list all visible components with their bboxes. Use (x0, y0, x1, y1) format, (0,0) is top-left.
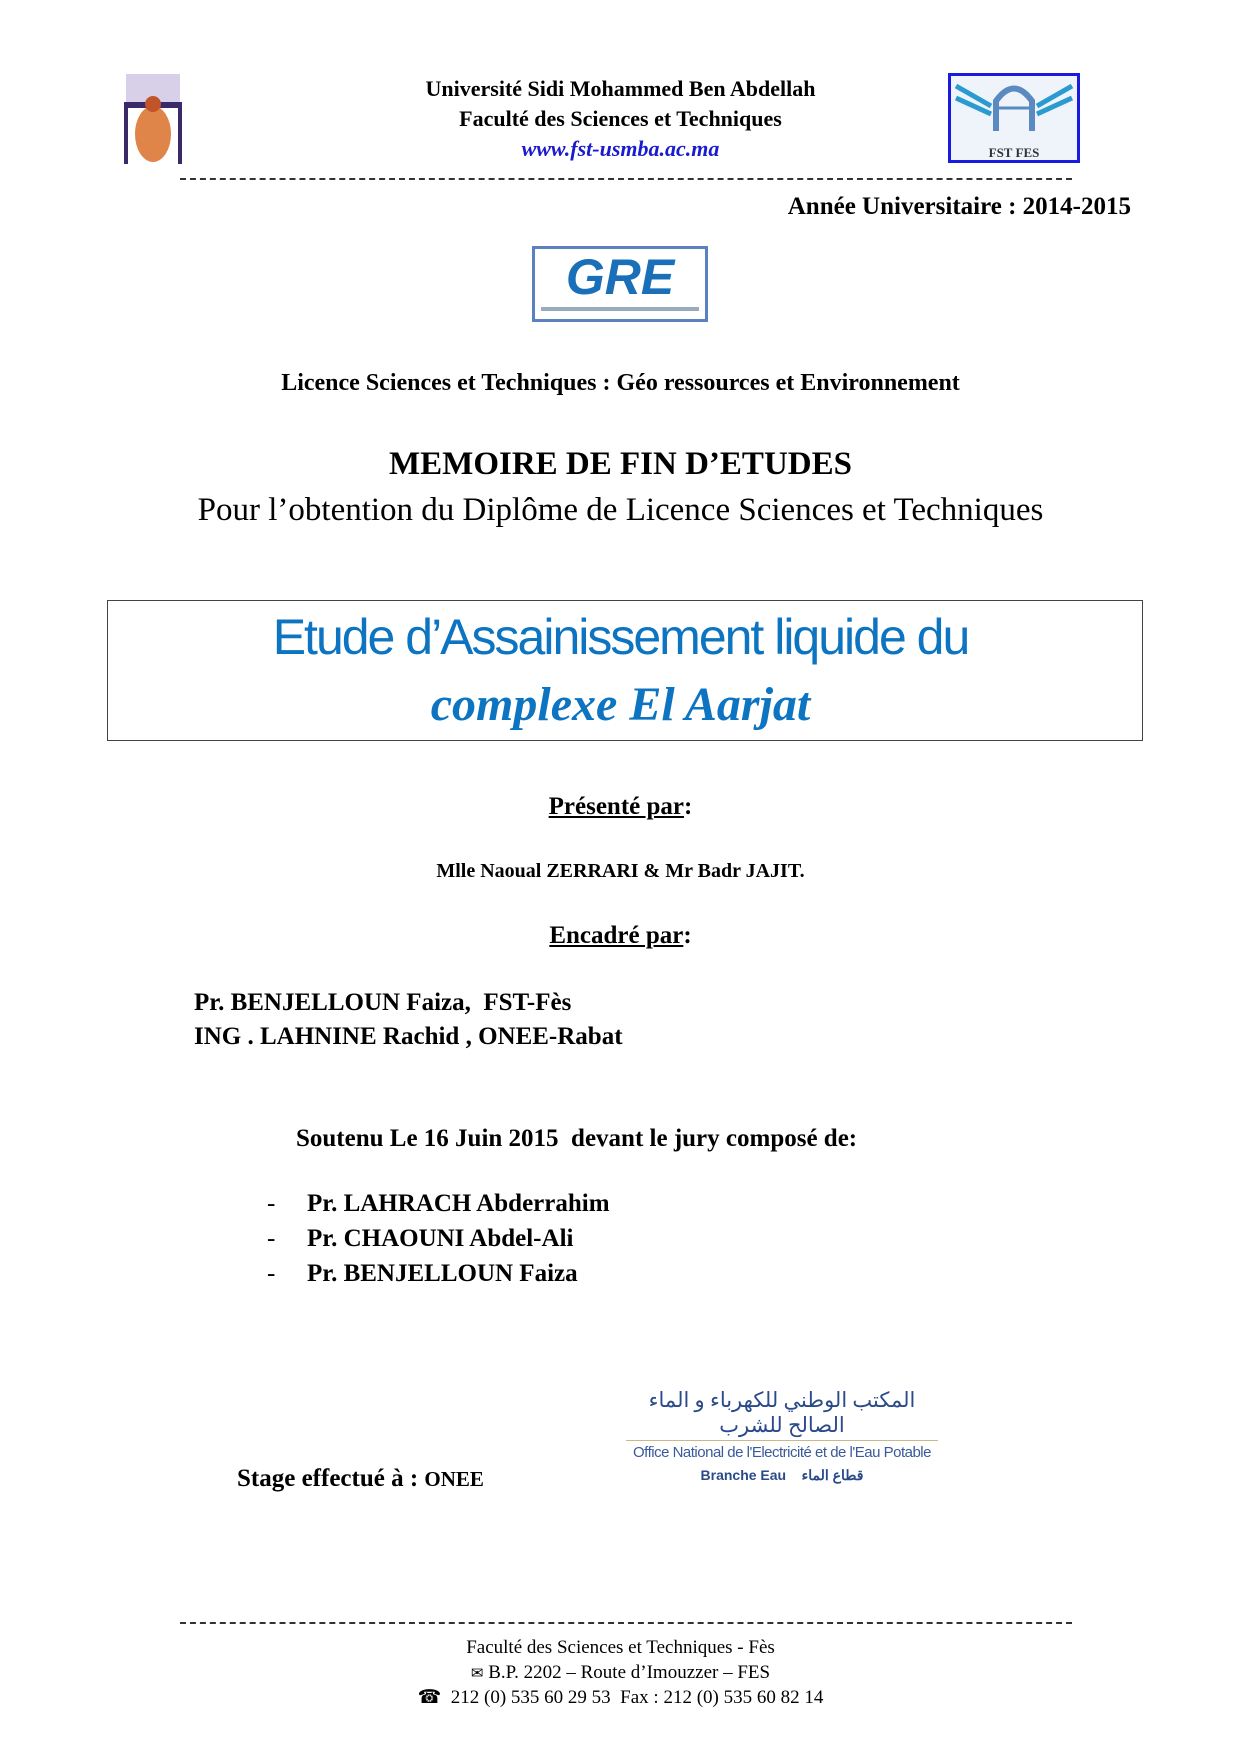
fst-fes-logo (948, 73, 1080, 163)
defense-statement: Soutenu Le 16 Juin 2015 devant le jury composé de: (296, 1125, 858, 1152)
memoire-subtitle: Pour l’obtention du Diplôme de Licence Sciences et Techniques (197, 492, 1044, 528)
gre-logo-text: GRE (565, 249, 675, 305)
jury-member: - Pr. CHAOUNI Abdel-Ali (267, 1225, 574, 1252)
supervisor-1: Pr. BENJELLOUN Faiza, FST-Fès (194, 989, 572, 1016)
academic-year: Année Universitaire : 2014-2015 (787, 193, 1131, 220)
thesis-title-line1: Etude d’Assainissement liquide du (272, 609, 969, 665)
supervised-by-heading (0, 922, 1241, 950)
jury-list (267, 1186, 610, 1291)
faculty-name: Faculté des Sciences et Techniques (459, 106, 782, 131)
onee-logo-french: Office National de l'Electricité et de l'Eau Potable (633, 1444, 931, 1461)
university-name: Université Sidi Mohammed Ben Abdellah (425, 76, 816, 101)
fst-fes-logo-text: FST FES (988, 145, 1040, 160)
student-names: Mlle Naoual ZERRARI & Mr Badr JAJIT. (436, 860, 805, 882)
onee-logo-arabic: المكتب الوطني للكهرباء و الماء الصالح للشرب (626, 1388, 938, 1441)
jury-member: - Pr. BENJELLOUN Faiza (267, 1260, 578, 1287)
thesis-title-line2: complexe El Aarjat (430, 678, 811, 731)
footer-phone: ☎ 212 (0) 535 60 29 53 Fax : 212 (0) 535 60 82 14 (417, 1687, 824, 1708)
supervised-by-label: Encadré par (549, 922, 684, 949)
footer-faculty: Faculté des Sciences et Techniques - Fès (466, 1637, 775, 1658)
footer-address: ✉ B.P. 2202 – Route d’Imouzzer – FES (470, 1662, 771, 1683)
gre-logo (532, 246, 708, 322)
internship-line (237, 1465, 484, 1493)
footer-divider (180, 1622, 1072, 1624)
jury-member: - Pr. LAHRACH Abderrahim (267, 1190, 610, 1217)
internship-label: Stage effectué à : (237, 1465, 425, 1492)
website-link[interactable]: www.fst-usmba.ac.ma (521, 136, 720, 161)
onee-logo (626, 1388, 938, 1488)
presented-colon: : (684, 793, 693, 820)
supervised-colon: : (683, 922, 692, 949)
program-title: Licence Sciences et Techniques : Géo ressources et Environnement (281, 370, 960, 396)
supervisor-2: ING . LAHNINE Rachid , ONEE-Rabat (194, 1023, 623, 1050)
onee-branch: Branche Eau قطاع الماء (700, 1467, 864, 1483)
mailbox-icon: ✉ (470, 1666, 484, 1682)
internship-org: ONEE (424, 1467, 484, 1491)
presented-by-heading (0, 793, 1241, 821)
gre-logo-caption (541, 307, 699, 311)
memoire-title: MEMOIRE DE FIN D’ETUDES (389, 446, 852, 482)
presented-by-label: Présenté par (548, 793, 685, 820)
header-divider (180, 178, 1072, 180)
phone-icon: ☎ (417, 1687, 442, 1708)
